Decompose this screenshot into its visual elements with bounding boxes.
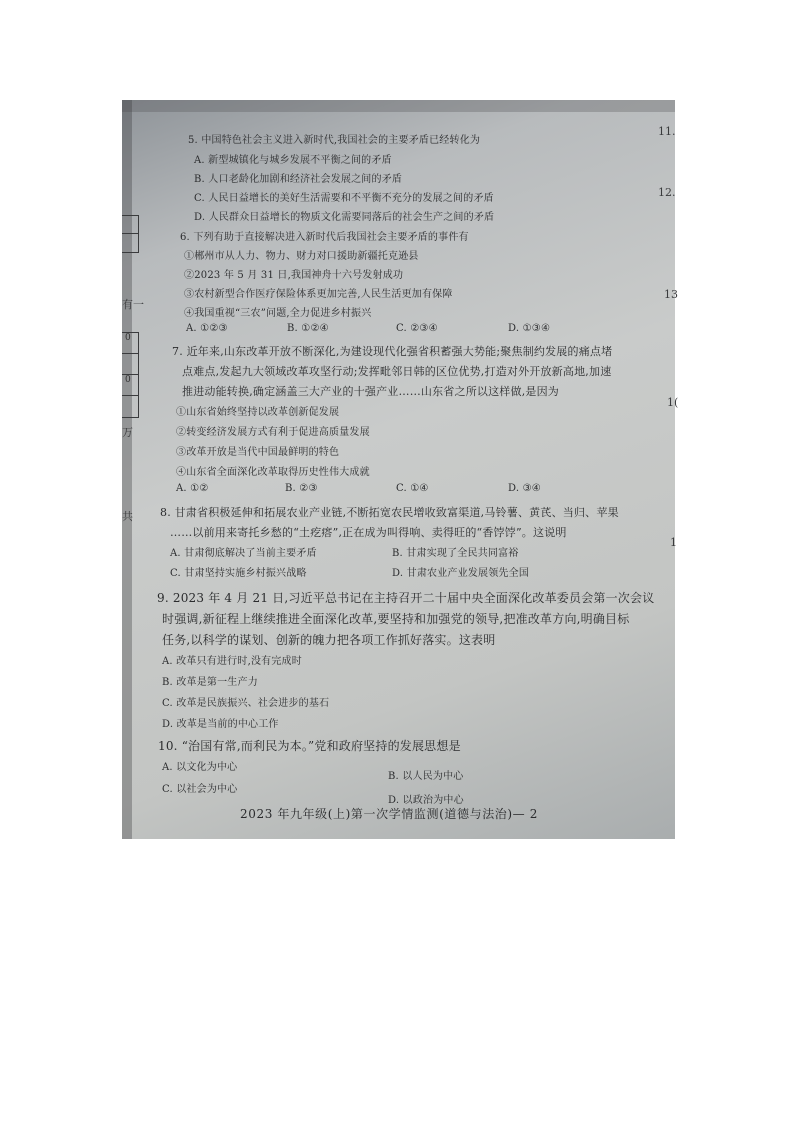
exam-photo xyxy=(122,100,679,839)
question-8-option-b: B. 甘肃实现了全民共同富裕 xyxy=(392,548,519,559)
question-8-stem-line-1: 8. 甘肃省积极延伸和拓展农业产业链,不断拓宽农民增收致富渠道,马铃薯、黄芪、当归、苹果 xyxy=(160,506,619,519)
question-7-stem-line-3: 推进动能转换,确定涵盖三大产业的十强产业……山东省之所以这样做,是因为 xyxy=(182,385,559,398)
right-edge-number: 11. xyxy=(658,125,676,138)
question-10-stem: 10. “治国有常,而利民为本。”党和政府坚持的发展思想是 xyxy=(158,739,461,753)
exam-sheet xyxy=(122,100,679,839)
left-edge-text: 共 xyxy=(122,510,133,523)
question-8-option-d: D. 甘肃农业产业发展领先全国 xyxy=(392,568,530,579)
question-8-option-a: A. 甘肃彻底解决了当前主要矛盾 xyxy=(170,548,317,559)
question-10-option-d: D. 以政治为中心 xyxy=(388,795,464,806)
question-5-option-b: B. 人口老龄化加剧和经济社会发展之间的矛盾 xyxy=(194,174,403,185)
question-7-item-3: ③改革开放是当代中国最鲜明的特色 xyxy=(176,447,340,458)
question-6-item-3: ③农村新型合作医疗保险体系更加完善,人民生活更加有保障 xyxy=(184,289,453,300)
question-6-option-a: A. ①②③ xyxy=(186,323,228,334)
right-edge-number: 12. xyxy=(658,186,676,199)
left-table-fragment xyxy=(122,215,139,253)
question-9-option-c: C. 改革是民族振兴、社会进步的基石 xyxy=(162,698,330,709)
question-5-option-c: C. 人民日益增长的美好生活需要和不平衡不充分的发展之间的矛盾 xyxy=(194,193,494,204)
left-edge-text: 万 xyxy=(122,426,133,439)
question-7-option-d: D. ③④ xyxy=(508,483,541,494)
question-7-option-a: A. ①② xyxy=(176,483,209,494)
question-9-option-b: B. 改革是第一生产力 xyxy=(162,677,258,688)
question-6-item-2: ②2023 年 5 月 31 日,我国神舟十六号发射成功 xyxy=(184,270,404,281)
left-table-fragment xyxy=(122,332,139,418)
question-6-stem: 6. 下列有助于直接解决进入新时代后我国社会主要矛盾的事件有 xyxy=(180,232,469,243)
question-6-option-b: B. ①②④ xyxy=(287,323,329,334)
question-7-item-2: ②转变经济发展方式有利于促进高质量发展 xyxy=(176,427,370,438)
right-edge-number: 1 xyxy=(670,536,677,549)
question-5-option-a: A. 新型城镇化与城乡发展不平衡之间的矛盾 xyxy=(194,155,392,166)
question-7-stem-line-1: 7. 近年来,山东改革开放不断深化,为建设现代化强省积蓄强大势能;聚焦制约发展的痛点堵 xyxy=(172,345,613,358)
question-7-stem-line-2: 点难点,发起九大领域改革攻坚行动;发挥毗邻日韩的区位优势,打造对外开放新高地,加速 xyxy=(182,365,612,378)
question-10-option-a: A. 以文化为中心 xyxy=(162,762,238,773)
question-7-option-b: B. ②③ xyxy=(285,483,318,494)
question-5-option-d: D. 人民群众日益增长的物质文化需要同落后的社会生产之间的矛盾 xyxy=(194,212,495,223)
left-table-cell: 0 xyxy=(122,375,138,396)
question-9-stem-line-2: 时强调,新征程上继续推进全面深化改革,要坚持和加强党的领导,把准改革方向,明确目标 xyxy=(162,612,630,626)
question-7-item-4: ④山东省全面深化改革取得历史性伟大成就 xyxy=(176,467,370,478)
question-6-item-1: ①郴州市从人力、物力、财力对口援助新疆托克逊县 xyxy=(184,251,419,262)
question-9-stem-line-3: 任务,以科学的谋划、创新的魄力把各项工作抓好落实。这表明 xyxy=(162,633,496,647)
right-edge-number: 1( xyxy=(667,396,679,409)
question-9-option-a: A. 改革只有进行时,没有完成时 xyxy=(162,656,302,667)
right-edge-number: 13 xyxy=(664,288,678,301)
left-table-cell: 0 xyxy=(122,333,138,354)
question-7-item-1: ①山东省始终坚持以改革创新促发展 xyxy=(176,407,340,418)
question-8-option-c: C. 甘肃坚持实施乡村振兴战略 xyxy=(170,568,307,579)
question-9-stem-line-1: 9. 2023 年 4 月 21 日,习近平总书记在主持召开二十届中央全面深化改革委员会第一次会议 xyxy=(157,591,655,605)
question-7-option-c: C. ①④ xyxy=(396,483,429,494)
question-5-stem: 5. 中国特色社会主义进入新时代,我国社会的主要矛盾已经转化为 xyxy=(188,135,481,146)
question-6-option-d: D. ①③④ xyxy=(508,323,551,334)
left-edge-text: 有一 xyxy=(122,298,144,311)
question-6-option-c: C. ②③④ xyxy=(396,323,438,334)
question-10-option-c: C. 以社会为中心 xyxy=(162,784,238,795)
question-6-item-4: ④我国重视“三农”问题,全力促进乡村振兴 xyxy=(184,308,372,319)
question-8-stem-line-2: ……以前用来寄托乡愁的“土疙瘩”,正在成为叫得响、卖得旺的“香饽饽”。这说明 xyxy=(170,526,567,539)
question-10-option-b: B. 以人民为中心 xyxy=(388,771,464,782)
question-9-option-d: D. 改革是当前的中心工作 xyxy=(162,719,279,730)
page-footer: 2023 年九年级(上)第一次学情监测(道德与法治)— 2 xyxy=(240,807,538,821)
